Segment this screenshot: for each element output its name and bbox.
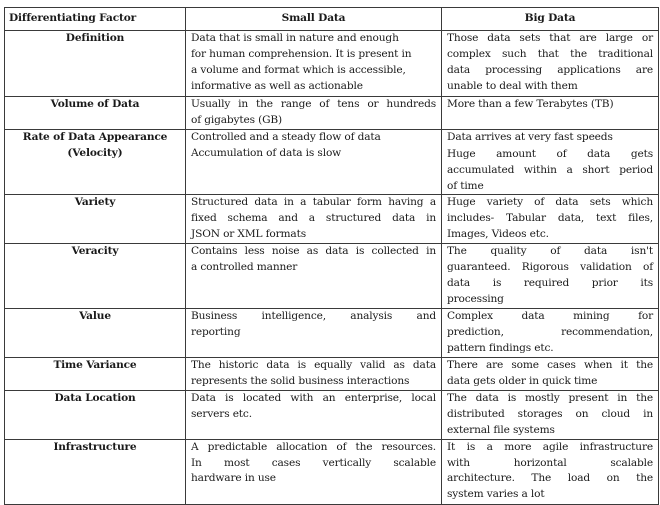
factor-cell-infrastructure: Infrastructure — [5, 439, 186, 504]
small-data-cell — [186, 195, 442, 244]
big-data-cell — [442, 357, 659, 390]
text-line: Structured data in a tabular form having a — [191, 196, 436, 209]
text-line: unable to deal with them — [447, 79, 578, 92]
big-data-cell — [442, 129, 659, 195]
small-data-cell — [186, 31, 442, 97]
text-line: JSON or XML formats — [191, 228, 306, 241]
text-line: of time — [447, 179, 484, 192]
text-line: architecture. The load on the — [447, 472, 653, 485]
text-line: More than a few Terabytes (TB) — [447, 98, 614, 110]
comparison-table — [4, 7, 659, 505]
big-data-cell — [442, 390, 659, 439]
table-row — [5, 195, 659, 244]
factor-cell-value: Value — [5, 309, 186, 358]
factor-cell-definition: Definition — [5, 31, 186, 97]
text-line: informative as well as actionable — [191, 79, 363, 92]
factor-cell-veracity: Veracity — [5, 244, 186, 309]
factor-cell-variety: Variety — [5, 195, 186, 244]
text-line: complex such that the traditional — [447, 47, 653, 60]
table-row — [5, 129, 659, 195]
text-line: There are some cases when it the — [447, 358, 653, 371]
small-data-cell — [186, 390, 442, 439]
big-data-cell — [442, 439, 659, 504]
table-row — [5, 31, 659, 97]
table-row — [5, 244, 659, 309]
header-row — [5, 8, 659, 31]
text-line: Huge amount of data gets — [447, 147, 653, 160]
text-line: accumulated within a short period — [447, 163, 653, 176]
text-line: Data arrives at very fast speeds — [447, 130, 613, 143]
text-line: guaranteed. Rigorous validation of — [447, 261, 653, 274]
text-line: Complex data mining for — [447, 310, 653, 323]
text-line: In most cases vertically scalable — [191, 456, 436, 469]
table-row — [5, 309, 659, 358]
factor-cell-data-location: Data Location — [5, 390, 186, 439]
big-data-cell — [442, 244, 659, 309]
big-data-cell — [442, 195, 659, 244]
text-line: A predictable allocation of the resources. — [191, 440, 436, 453]
text-line: Data that is small in nature and enough — [191, 32, 399, 44]
text-line: for human comprehension. It is present in — [191, 47, 412, 60]
text-line: Images, Videos etc. — [447, 228, 549, 241]
text-line: a volume and format which is accessible, — [191, 63, 406, 76]
factor-cell-time-variance: Time Variance — [5, 357, 186, 390]
factor-cell-velocity — [5, 129, 186, 195]
small-data-cell — [186, 129, 442, 195]
text-line: The data is mostly present in the — [447, 391, 653, 404]
text-line: data gets older in quick time — [447, 374, 598, 387]
header-differentiating-factor: Differentiating Factor — [5, 8, 186, 31]
table-row — [5, 390, 659, 439]
text-line: Those data sets that are large or — [447, 32, 653, 44]
text-line: It is a more agile infrastructure — [447, 440, 653, 453]
text-line: of gigabytes (GB) — [191, 113, 282, 126]
text-line: represents the solid business interactions — [191, 374, 410, 387]
text-line: with horizontal scalable — [447, 456, 653, 469]
text-line: Huge variety of data sets which — [447, 196, 653, 209]
text-line: reporting — [191, 326, 241, 339]
text-line: prediction, recommendation, — [447, 326, 653, 339]
small-data-cell — [186, 97, 442, 130]
text-line: distributed storages on cloud in — [447, 407, 653, 420]
text-line: fixed schema and a structured data in — [191, 212, 436, 225]
table-row — [5, 357, 659, 390]
factor-line: (Velocity) — [67, 146, 123, 159]
text-line: pattern findings etc. — [447, 341, 554, 354]
big-data-cell — [442, 97, 659, 130]
text-line: Business intelligence, analysis and — [191, 310, 436, 323]
text-line: includes- Tabular data, text files, — [447, 212, 653, 225]
factor-cell-volume: Volume of Data — [5, 97, 186, 130]
small-data-cell — [186, 357, 442, 390]
text-line: Accumulation of data is slow — [191, 146, 342, 159]
text-line: The historic data is equally valid as data — [191, 358, 436, 371]
table-row — [5, 97, 659, 130]
text-line: processing — [447, 292, 504, 305]
header-small-data: Small Data — [186, 8, 442, 31]
big-data-cell — [442, 309, 659, 358]
small-data-cell — [186, 244, 442, 309]
small-data-cell — [186, 439, 442, 504]
text-line: external file systems — [447, 423, 555, 436]
text-line: data is required prior its — [447, 276, 653, 289]
text-line: a controlled manner — [191, 261, 298, 274]
text-line: servers etc. — [191, 407, 252, 420]
small-data-cell — [186, 309, 442, 358]
text-line: Usually in the range of tens or hundreds — [191, 98, 436, 110]
text-line: Data is located with an enterprise, local — [191, 391, 436, 404]
text-line: hardware in use — [191, 472, 276, 485]
text-line: Contains less noise as data is collected in — [191, 245, 436, 258]
text-line: system varies a lot — [447, 488, 545, 501]
text-line: data processing applications are — [447, 63, 653, 76]
text-line: Controlled and a steady flow of data — [191, 130, 381, 143]
text-line: The quality of data isn't — [447, 245, 653, 258]
table-row — [5, 439, 659, 504]
header-big-data: Big Data — [442, 8, 659, 31]
big-data-cell — [442, 31, 659, 97]
factor-line: Rate of Data Appearance — [22, 130, 168, 143]
